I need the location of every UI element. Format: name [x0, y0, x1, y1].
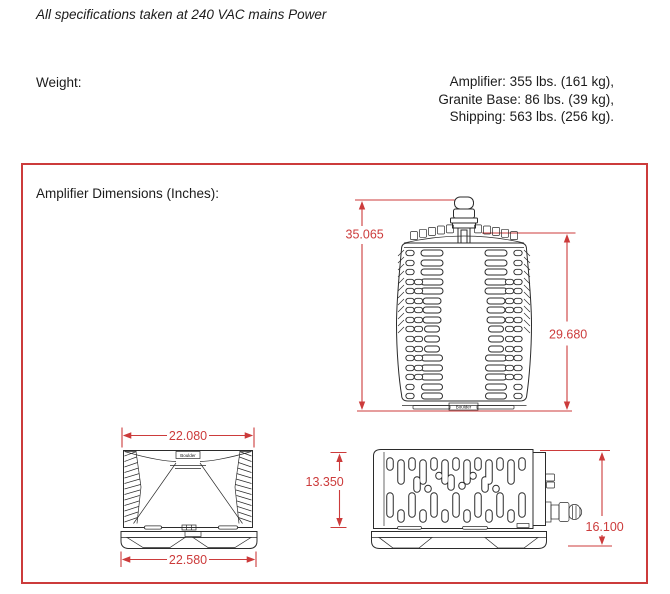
- base-width-label: 22.580: [168, 553, 208, 567]
- brand-plate-front: [449, 403, 478, 410]
- weight-granite-base: Granite Base: 86 lbs. (39 kg),: [438, 91, 614, 107]
- side-overall-depth-label: 16.100: [585, 520, 624, 534]
- front-overall-height-label: 35.065: [345, 227, 384, 242]
- brand-plate-top: [176, 452, 200, 459]
- brand-plate-top-text: Boulder: [180, 452, 196, 458]
- top-view-body: [124, 451, 253, 531]
- dimensions-panel: [21, 163, 648, 584]
- weight-amplifier: Amplifier: 355 lbs. (161 kg),: [449, 74, 614, 89]
- top-screws: [411, 225, 518, 240]
- top-width-label: 22.080: [168, 429, 208, 443]
- side-view-body: [374, 450, 582, 529]
- front-view-dimensions: [346, 200, 588, 411]
- front-chassis-height-label: 29.680: [549, 327, 588, 342]
- panel-title: Amplifier Dimensions (Inches):: [36, 186, 220, 201]
- brand-plate-front-text: Boulder: [455, 404, 472, 410]
- mains-connector-side: [546, 502, 582, 522]
- top-view-drawing: [95, 420, 285, 580]
- front-vent-slots: [409, 253, 520, 396]
- weight-label: Weight:: [36, 75, 82, 90]
- side-chassis-depth-label: 13.350: [305, 475, 344, 489]
- left-edge-hatch: [398, 250, 404, 333]
- side-view-base: [372, 532, 547, 549]
- front-view-drawing: [335, 190, 646, 425]
- rear-bracket: [546, 474, 555, 488]
- weight-values: [438, 73, 614, 126]
- spec-note: All specifications taken at 240 VAC mains Power: [36, 7, 327, 22]
- front-view-chassis: [397, 225, 532, 410]
- side-vent-slots: [390, 461, 522, 519]
- side-view-drawing: [300, 440, 646, 555]
- weight-shipping: Shipping: 563 lbs. (256 kg).: [449, 109, 614, 125]
- top-view-base: [121, 532, 257, 549]
- right-edge-hatch: [524, 250, 530, 333]
